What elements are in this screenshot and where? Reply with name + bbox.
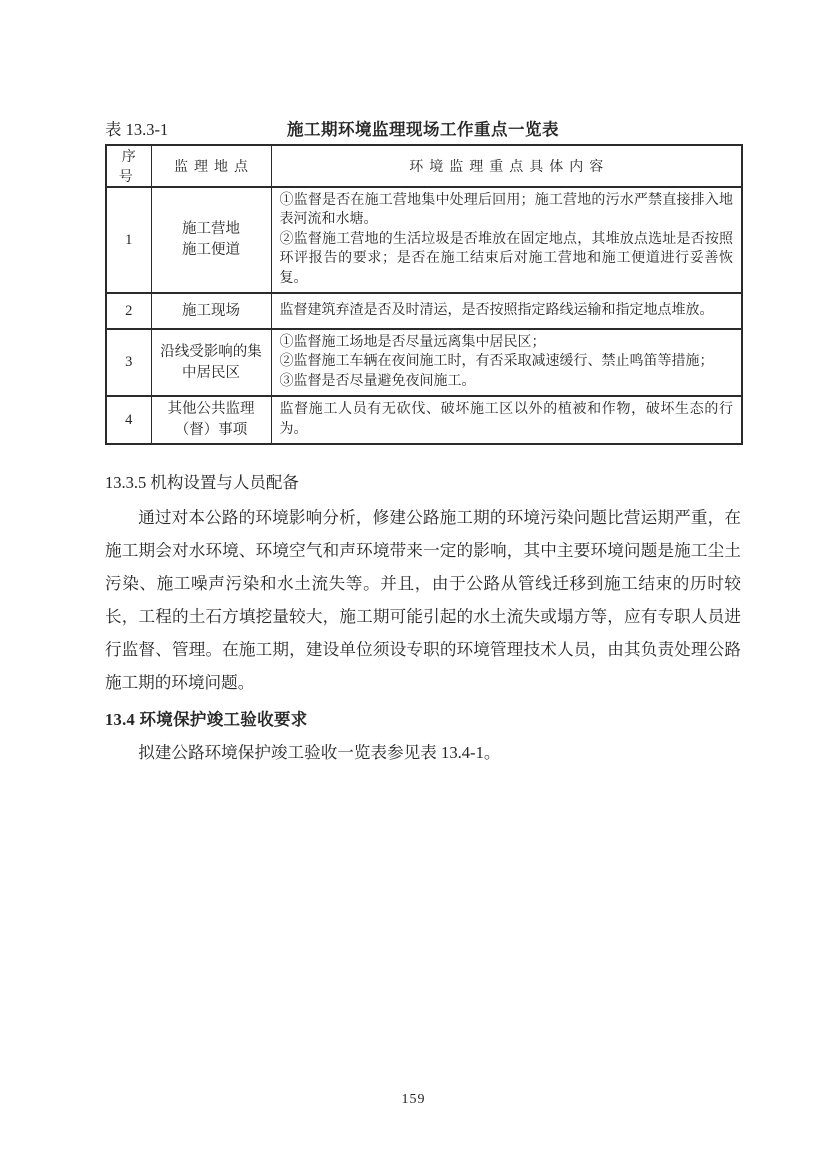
cell-location: 施工现场 (151, 293, 271, 329)
cell-no: 1 (106, 187, 151, 293)
table-caption (105, 119, 741, 143)
column-header-location: 监理地点 (151, 145, 271, 187)
content-item: 监督施工人员有无砍伐、破坏施工区以外的植被和作物，破坏生态的行为。 (279, 402, 733, 437)
column-header-no: 序号 (106, 145, 151, 187)
table-title: 施工期环境监理现场工作重点一览表 (287, 120, 559, 139)
cell-no: 4 (106, 396, 151, 444)
table-label: 表 13.3-1 (105, 120, 169, 139)
section-heading-13-4: 13.4 环境保护竣工验收要求 (105, 710, 308, 730)
page-content (105, 119, 741, 769)
cell-location: 其他公共监理（督）事项 (151, 396, 271, 444)
content-item: ①监督是否在施工营地集中处理后回用；施工营地的污水严禁直接排入地表河流和水塘。 (279, 193, 733, 228)
cell-no: 2 (106, 293, 151, 329)
table-row (106, 293, 742, 329)
location-line: 施工营地 (182, 221, 240, 238)
column-header-content: 环境监理重点具体内容 (271, 145, 742, 187)
content-item: ①监督施工场地是否尽量远离集中居民区； (279, 335, 546, 351)
table-row (106, 187, 742, 293)
section-heading-13-3-5: 13.3.5 机构设置与人员配备 (105, 473, 299, 493)
cell-location: 沿线受影响的集中居民区 (151, 329, 271, 396)
content-item: ③监督是否尽量避免夜间施工。 (279, 373, 476, 389)
content-item: 监督建筑弃渣是否及时清运，是否按照指定路线运输和指定地点堆放。 (279, 302, 714, 318)
section-paragraph-13-4: 拟建公路环境保护竣工验收一览表参见表 13.4-1。 (138, 743, 501, 763)
supervision-focus-table (105, 144, 743, 445)
cell-location (151, 187, 271, 293)
cell-content (271, 329, 742, 396)
content-item: ②监督施工车辆在夜间施工时，有否采取减速缓行、禁止鸣笛等措施； (279, 354, 714, 370)
cell-no: 3 (106, 329, 151, 396)
table-header-row (106, 145, 742, 187)
location-line: 施工便道 (182, 242, 240, 259)
table-row (106, 396, 742, 444)
cell-content (271, 187, 742, 293)
section-paragraph-13-3-5: 通过对本公路的环境影响分析，修建公路施工期的环境污染问题比营运期严重，在施工期会对水环境、环境空气和声环境带来一定的影响，其中主要环境问题是施工尘土污染、施工噪声污染和水土流失等。并且，由于公路从管线迁移到施工结束的历时较长，工程的土石方填挖量较大，施工期可能引起的水土流失或塌方等，应有专职人员进行监督、管理。在施工期，建设单位须设专职的环境管理技术人员，由其负责处理公路施工期的环境问题。 (105, 508, 741, 693)
cell-content (271, 293, 742, 329)
page-number: 159 (401, 1092, 426, 1107)
cell-content (271, 396, 742, 444)
table-row (106, 329, 742, 396)
content-item: ②监督施工营地的生活垃圾是否堆放在固定地点，其堆放点选址是否按照环评报告的要求；是否在施工结束后对施工营地和施工便道进行妥善恢复。 (279, 231, 733, 286)
